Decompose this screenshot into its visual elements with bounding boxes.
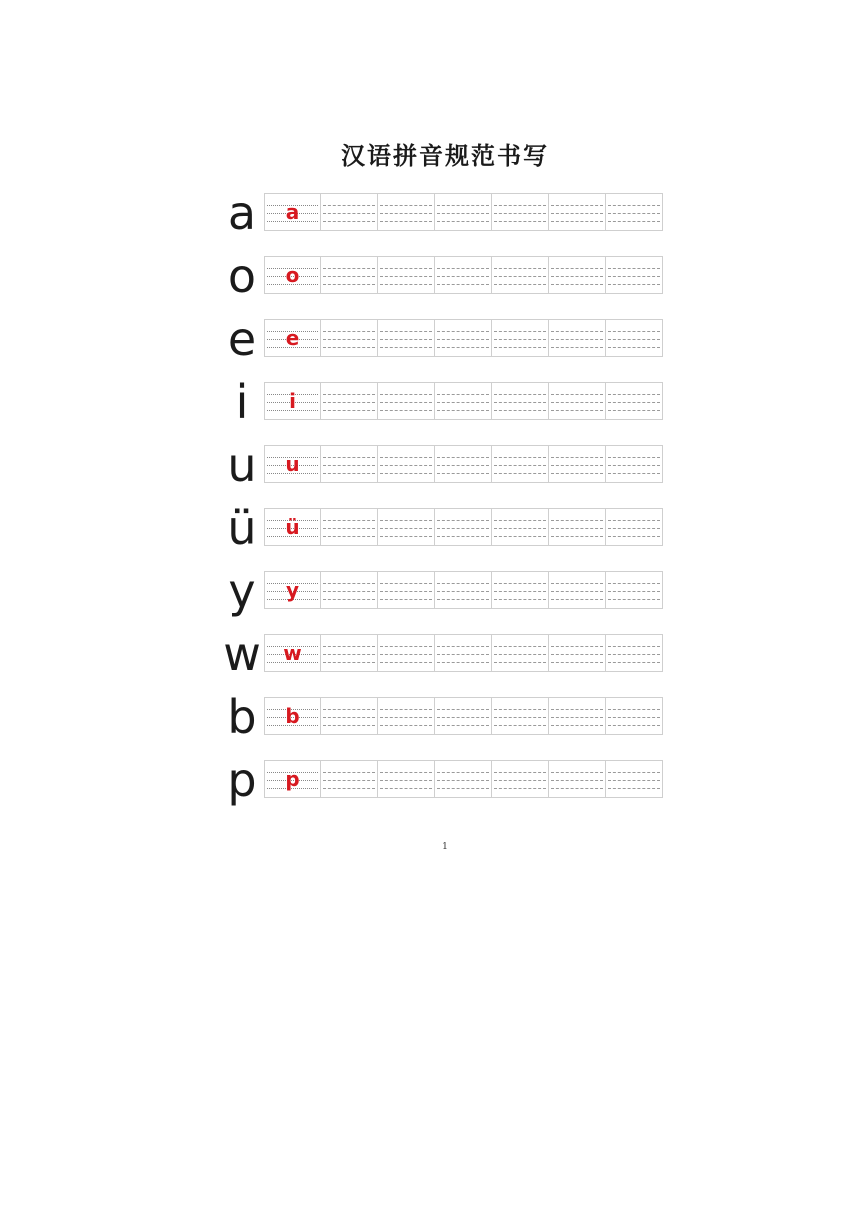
sample-letter: o — [285, 263, 300, 287]
practice-cell[interactable] — [435, 382, 492, 420]
writing-grid — [264, 634, 663, 674]
practice-cell[interactable] — [549, 193, 606, 231]
practice-cell[interactable] — [606, 382, 663, 420]
guide-letter: i — [235, 375, 249, 429]
sample-cell — [264, 508, 321, 546]
practice-cell[interactable] — [321, 382, 378, 420]
writing-grid — [264, 256, 663, 296]
practice-cell[interactable] — [606, 760, 663, 798]
sample-cell — [264, 571, 321, 609]
guide-letter: b — [227, 690, 257, 744]
practice-cell[interactable] — [321, 445, 378, 483]
practice-row-w — [220, 627, 663, 681]
sample-letter: y — [285, 578, 300, 602]
sample-cell — [264, 319, 321, 357]
practice-cell[interactable] — [492, 571, 549, 609]
practice-row-b — [220, 690, 663, 744]
practice-row-a — [220, 186, 663, 240]
sample-letter: i — [289, 389, 296, 413]
guide-letter: ü — [227, 501, 257, 555]
practice-cell[interactable] — [606, 697, 663, 735]
practice-cell[interactable] — [492, 634, 549, 672]
practice-cell[interactable] — [378, 193, 435, 231]
practice-cell[interactable] — [549, 760, 606, 798]
practice-cell[interactable] — [435, 445, 492, 483]
practice-row-u-umlaut — [220, 501, 663, 555]
practice-cell[interactable] — [606, 256, 663, 294]
practice-cell[interactable] — [549, 571, 606, 609]
practice-cell[interactable] — [435, 697, 492, 735]
practice-cell[interactable] — [492, 319, 549, 357]
practice-cell[interactable] — [321, 634, 378, 672]
practice-cell[interactable] — [549, 256, 606, 294]
practice-cell[interactable] — [378, 760, 435, 798]
guide-letter: p — [227, 753, 257, 807]
page-number: 1 — [442, 842, 448, 852]
practice-cell[interactable] — [378, 256, 435, 294]
practice-cell[interactable] — [549, 445, 606, 483]
practice-cell[interactable] — [435, 193, 492, 231]
writing-grid — [264, 319, 663, 359]
practice-row-u — [220, 438, 663, 492]
practice-cell[interactable] — [321, 508, 378, 546]
practice-cell[interactable] — [435, 571, 492, 609]
practice-cell[interactable] — [435, 760, 492, 798]
guide-letter: y — [228, 564, 256, 618]
practice-cell[interactable] — [378, 382, 435, 420]
sample-cell — [264, 634, 321, 672]
practice-cell[interactable] — [606, 193, 663, 231]
practice-cell[interactable] — [492, 193, 549, 231]
practice-cell[interactable] — [435, 319, 492, 357]
practice-row-e — [220, 312, 663, 366]
sample-cell — [264, 382, 321, 420]
practice-cell[interactable] — [435, 634, 492, 672]
practice-cell[interactable] — [378, 697, 435, 735]
writing-grid — [264, 193, 663, 233]
writing-grid — [264, 571, 663, 611]
practice-cell[interactable] — [606, 634, 663, 672]
practice-cell[interactable] — [549, 382, 606, 420]
practice-cell[interactable] — [492, 445, 549, 483]
practice-cell[interactable] — [549, 508, 606, 546]
writing-grid — [264, 508, 663, 548]
sample-letter: b — [285, 704, 300, 728]
practice-row-i — [220, 375, 663, 429]
sample-letter: p — [285, 767, 300, 791]
sample-letter: w — [283, 641, 302, 665]
practice-cell[interactable] — [492, 256, 549, 294]
writing-grid — [264, 382, 663, 422]
guide-letter: u — [227, 438, 257, 492]
practice-cell[interactable] — [321, 319, 378, 357]
practice-cell[interactable] — [321, 760, 378, 798]
practice-cell[interactable] — [606, 319, 663, 357]
practice-rows — [220, 186, 663, 822]
guide-letter: e — [227, 312, 257, 366]
practice-cell[interactable] — [321, 697, 378, 735]
sample-letter: a — [285, 200, 300, 224]
practice-cell[interactable] — [606, 445, 663, 483]
practice-cell[interactable] — [378, 571, 435, 609]
writing-grid — [264, 445, 663, 485]
sample-letter: ü — [285, 515, 300, 539]
sample-cell — [264, 697, 321, 735]
practice-row-y — [220, 564, 663, 618]
practice-cell[interactable] — [378, 508, 435, 546]
practice-cell[interactable] — [321, 193, 378, 231]
writing-grid — [264, 760, 663, 800]
practice-cell[interactable] — [549, 697, 606, 735]
practice-cell[interactable] — [378, 319, 435, 357]
practice-cell[interactable] — [492, 382, 549, 420]
page-title: 汉语拼音规范书写 — [341, 141, 549, 170]
sample-letter: e — [285, 326, 300, 350]
sample-cell — [264, 193, 321, 231]
practice-cell[interactable] — [606, 571, 663, 609]
sample-cell — [264, 445, 321, 483]
sample-cell — [264, 760, 321, 798]
practice-cell[interactable] — [549, 634, 606, 672]
practice-cell[interactable] — [549, 319, 606, 357]
practice-cell[interactable] — [435, 508, 492, 546]
practice-cell[interactable] — [321, 256, 378, 294]
guide-letter: o — [227, 249, 257, 303]
practice-cell[interactable] — [378, 445, 435, 483]
practice-cell[interactable] — [492, 508, 549, 546]
practice-cell[interactable] — [435, 256, 492, 294]
practice-row-p — [220, 753, 663, 807]
guide-letter: a — [227, 186, 257, 240]
guide-letter: w — [223, 627, 261, 681]
practice-cell[interactable] — [321, 571, 378, 609]
practice-cell[interactable] — [492, 760, 549, 798]
writing-grid — [264, 697, 663, 737]
practice-cell[interactable] — [492, 697, 549, 735]
sample-cell — [264, 256, 321, 294]
sample-letter: u — [285, 452, 300, 476]
practice-cell[interactable] — [606, 508, 663, 546]
practice-cell[interactable] — [378, 634, 435, 672]
practice-row-o — [220, 249, 663, 303]
